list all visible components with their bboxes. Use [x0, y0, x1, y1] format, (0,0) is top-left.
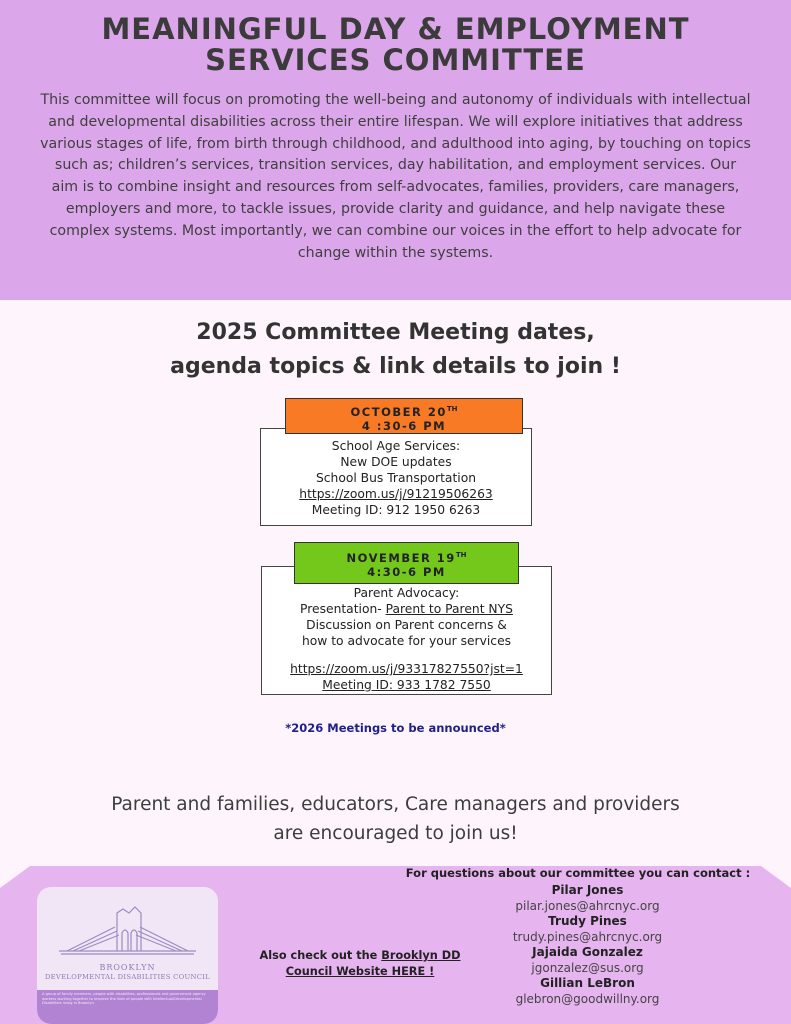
meetings-heading: [0, 316, 791, 384]
meetings-heading-line-2: agenda topics & link details to join !: [170, 354, 621, 379]
title-line-2: SERVICES COMMITTEE: [205, 43, 586, 77]
zoom-link-october[interactable]: https://zoom.us/j/91219506263: [299, 487, 493, 501]
contact-name: Gillian LeBron: [540, 976, 635, 990]
meeting-topic: School Age Services:: [331, 439, 461, 453]
contact-email[interactable]: jgonzalez@sus.org: [531, 960, 644, 975]
bddc-logo[interactable]: [37, 887, 218, 1024]
logo-line-2: DEVELOPMENTAL DISABILITIES COUNCIL: [44, 973, 211, 981]
contact-email[interactable]: trudy.pines@ahrcnyc.org: [512, 929, 663, 944]
meeting-id-november: Meeting ID: 933 1782 7550: [322, 678, 491, 692]
logo-mission-band: [37, 990, 218, 1024]
contact-email[interactable]: pilar.jones@ahrcnyc.org: [515, 898, 660, 913]
meeting-details-october: [261, 429, 531, 518]
contact-name: Trudy Pines: [548, 914, 627, 928]
website-callout: Also check out the Brooklyn DD Council Website HERE !: [259, 949, 461, 978]
date-tab-november: [294, 542, 519, 584]
title-line-1: MEANINGFUL DAY & EMPLOYMENT: [101, 12, 690, 46]
future-meetings-notice: *2026 Meetings to be announced*: [285, 721, 506, 735]
encouragement-text: Parent and families, educators, Care managers and providers are encouraged to join us!: [111, 794, 680, 844]
meeting-date-november: NOVEMBER 19TH: [346, 550, 467, 565]
meeting-topic-item: how to advocate for your services: [301, 634, 512, 648]
date-tab-october: [285, 398, 523, 434]
committee-description: This committee will focus on promoting the well-being and autonomy of individuals with intellectual and developmental disabilities across their entire lifespan. We will explore initiatives that address various stages of life, from birth through childhood, and adulthood into aging, by touching on topics such as; children’s services, transition services, day habilitation, and employment services. Our aim is to combine insight and resources from self-advocates, families, providers, care managers, employers and more, to tackle issues, provide clarity and guidance, and help navigate these complex systems. Most importantly, we can combine our voices in the effort to help advocate for change within the systems.: [40, 92, 751, 261]
meeting-id-october: Meeting ID: 912 1950 6263: [311, 503, 481, 517]
bridge-icon: [37, 887, 218, 963]
meeting-details-november: [262, 564, 551, 693]
meeting-card-october: [260, 428, 532, 526]
header-banner: [0, 0, 791, 300]
meeting-time-november: 4:30-6 PM: [367, 564, 446, 579]
meeting-presentation: Presentation- Parent to Parent NYS: [300, 602, 513, 616]
logo-mission-text: A group of family members, people with disabilities, professionals and government agency workers working together to improve the lives of people with Intellectual/Developmental Disabilities living in Brooklyn.: [42, 992, 206, 1006]
zoom-link-november[interactable]: https://zoom.us/j/93317827550?jst=1: [290, 662, 523, 676]
parent-to-parent-link[interactable]: Parent to Parent NYS: [385, 602, 513, 616]
logo-line-1: BROOKLYN: [99, 963, 156, 972]
meeting-topic-item: School Bus Transportation: [315, 471, 477, 485]
contact-name: Pilar Jones: [551, 883, 624, 897]
contact-heading: For questions about our committee you can contact :: [405, 866, 751, 880]
contact-list: [455, 883, 720, 1007]
contact-name: Jajaida Gonzalez: [532, 945, 643, 959]
page-title: [0, 14, 791, 76]
contact-email[interactable]: glebron@goodwillny.org: [515, 991, 660, 1006]
meeting-card-november: [261, 566, 552, 695]
meeting-topic-item: New DOE updates: [340, 455, 452, 469]
meetings-heading-line-1: 2025 Committee Meeting dates,: [196, 320, 595, 345]
bddc-website-link[interactable]: Brooklyn DD Council Website HERE !: [285, 949, 461, 978]
meeting-topic-item: Discussion on Parent concerns &: [306, 618, 507, 632]
meeting-time-october: 4 :30-6 PM: [361, 418, 447, 433]
meeting-date-october: OCTOBER 20TH: [350, 404, 458, 419]
meeting-topic: Parent Advocacy:: [353, 586, 460, 600]
